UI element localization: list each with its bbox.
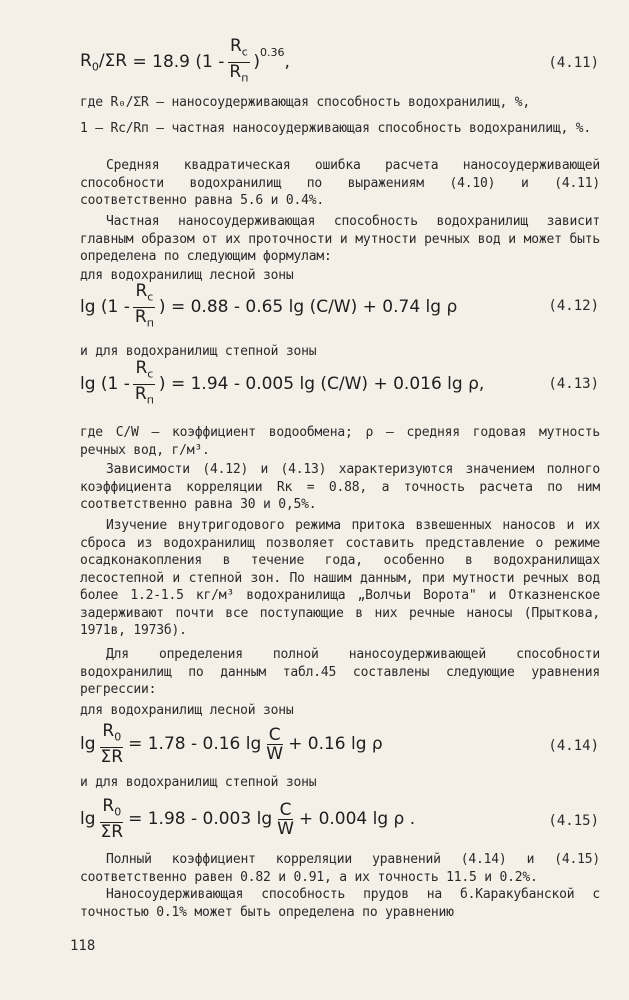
label-forest-zone-2: для водохранилищ лесной зоны	[80, 703, 294, 718]
label-steppe-zone-2: и для водохранилищ степной зоны	[80, 775, 317, 790]
fraction-rc-rp: $\frac{R_c}{R_п}$	[134, 281, 154, 329]
fraction-c-w: $\frac{C}{W}$	[266, 724, 284, 764]
equation-4-12: lg (1 - $\frac{R_c}{R_п}$ ) = 0.88 - 0.65 lg (C/W) + 0.74 lg ρ	[80, 283, 520, 331]
paragraph-5: Для определения полной наносоудерживающей способности водохранилищ по данным табл.45 составлены следующие уравнения регрессии:	[80, 647, 600, 697]
eq-rhs-prefix: = 18.9 (1 -	[132, 52, 225, 72]
equation-number-4-11: (4.11)	[548, 55, 599, 71]
equation-number-4-13: (4.13)	[548, 376, 599, 392]
equation-4-13: lg (1 - $\frac{R_c}{R_п}$ ) = 1.94 - 0.005 lg (C/W) + 0.016 lg ρ,	[80, 360, 520, 408]
fraction-r0-sumr: $\frac{R_0}{\Sigma R}$	[100, 796, 124, 842]
definition-2: 1 – Rc/Rп – частная наносоудерживающая способность водохранилищ, %.	[80, 121, 591, 136]
paragraph-2: Частная наносоудерживающая способность водохранилищ зависит главным образом от их проточности и мутности речных вод и может быть определена по следующим формулам:	[80, 214, 600, 264]
page-number: 118	[70, 938, 96, 954]
equation-number-4-15: (4.15)	[548, 813, 599, 829]
paragraph-6: Полный коэффициент корреляции уравнений (4.14) и (4.15) соответственно равен 0.82 и 0.91, а их точность 11.5 и 0.2%.	[80, 852, 600, 885]
fraction-rc-rp: $\frac{R_c}{R_п}$	[134, 358, 154, 406]
equation-4-15: lg $\frac{R_0}{\Sigma R}$ = 1.98 - 0.003 lg $\frac{C}{W}$ + 0.004 lg ρ .	[80, 796, 416, 842]
fraction-r0-sumr: $\frac{R_0}{\Sigma R}$	[100, 721, 124, 767]
equation-4-11: $R_0/\Sigma R$ = 18.9 (1 - $\frac{R_c}{R_п}$ ) $^{0.36}$ ,	[80, 38, 500, 86]
paragraph-1: Средняя квадратическая ошибка расчета наносоудерживающей способности водохранилищ по выражениям (4.10) и (4.11) соответственно равна 5.6 и 0.4%.	[80, 158, 600, 208]
equation-4-14: lg $\frac{R_0}{\Sigma R}$ = 1.78 - 0.16 lg $\frac{C}{W}$ + 0.16 lg ρ	[80, 721, 383, 767]
paragraph-3: Зависимости (4.12) и (4.13) характеризуются значением полного коэффициента корреляции Rк = 0.88, а точность расчета по ним соответственно равна 30 и 0,5%.	[80, 462, 600, 512]
fraction-rc-rp: $\frac{R_c}{R_п}$	[229, 36, 249, 84]
label-steppe-zone: и для водохранилищ степной зоны	[80, 344, 317, 359]
equation-number-4-12: (4.12)	[548, 298, 599, 314]
definition-3: где C/W – коэффициент водообмена; ρ – средняя годовая мутность речных вод, г/м³.	[80, 425, 600, 458]
definition-1: где R₀/ΣR – наносоудерживающая способность водохранилищ, %,	[80, 95, 530, 110]
equation-number-4-14: (4.14)	[548, 738, 599, 754]
label-forest-zone: для водохранилищ лесной зоны	[80, 268, 294, 283]
fraction-c-w: $\frac{C}{W}$	[277, 799, 294, 839]
paragraph-7: Наносоудерживающая способность прудов на б.Каракубанской с точностью 0.1% может быть определена по уравнению	[80, 887, 600, 920]
eq-lhs: $R_0/\Sigma R$	[80, 50, 128, 74]
exponent: 0.36	[260, 45, 285, 59]
paragraph-4: Изучение внутригодового режима притока взвешенных наносов и их сброса из водохранилищ позволяет составить представление о режиме осадконакопления в течение года, особенно в водохранилищах лесостепной и степной зон. По нашим данным, при мутности речных вод более 1.2-1.5 кг/м³ водохранилища „Волчьи Ворота" и Отказненское задерживают почти все поступающие в них речные наносы (Прыткова, 1971в, 1973б).	[80, 518, 600, 638]
